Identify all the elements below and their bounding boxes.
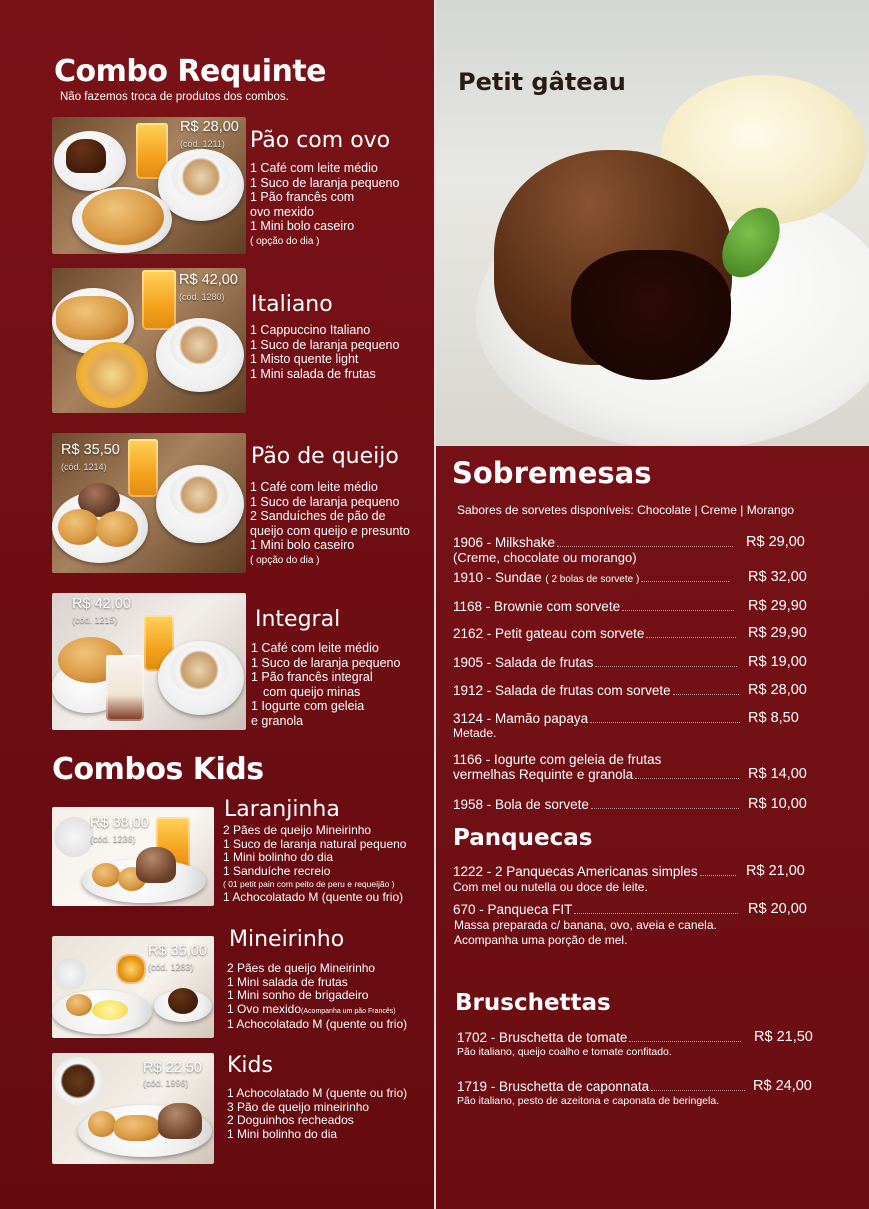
combo-item: 1 Mini bolo caseiro — [250, 538, 355, 553]
combo-item: 1 Mini bolo caseiro — [250, 219, 355, 234]
exchange-note: Não fazemos troca de produtos dos combos. — [60, 91, 289, 103]
combos-kids-title: Combos Kids — [52, 752, 264, 787]
combo-price: R$ 28,00 — [180, 119, 239, 135]
menu-item: 1905 - Salada de frutas — [453, 655, 739, 670]
petit-gateau-photo — [436, 0, 869, 446]
kids-item: 1 Achocolatado M (quente ou frio) — [223, 890, 404, 904]
combo-item: queijo com queijo e presunto — [250, 523, 410, 538]
ice-cream-flavors: Sabores de sorvetes disponíveis: Chocolate | Creme | Morango — [457, 503, 795, 517]
combo-price: R$ 42,00 — [72, 596, 131, 612]
combo-code: (cód. 1215) — [72, 615, 118, 625]
kids-items — [223, 824, 406, 905]
menu-item: 1702 - Bruschetta de tomate — [457, 1030, 743, 1045]
menu-item: 2162 - Petit gateau com sorvete — [453, 626, 738, 641]
kids-price: R$ 22,50 — [143, 1060, 202, 1076]
combo-items — [251, 641, 400, 729]
combo-name: Italiano — [251, 292, 333, 317]
kids-name: Mineirinho — [229, 927, 345, 952]
kids-name: Laranjinha — [224, 797, 340, 822]
kids-item-egg — [227, 1003, 407, 1019]
kids-item: 2 Doguinhos recheados — [227, 1113, 354, 1127]
combo-item: 1 Pão francês integral — [251, 670, 373, 685]
menu-item-desc: Com mel ou nutella ou doce de leite. — [453, 880, 648, 894]
kids-item: 1 Mini sonho de brigadeiro — [227, 988, 369, 1002]
menu-item-desc: Massa preparada c/ banana, ovo, aveia e canela. — [454, 918, 717, 932]
combo-code: (cód. 1214) — [61, 462, 107, 472]
combo-item: 1 Café com leite médio — [250, 480, 378, 494]
combo-price: R$ 35,50 — [61, 442, 120, 458]
menu-item: 1168 - Brownie com sorvete — [453, 599, 736, 614]
menu-item-desc: Pão italiano, queijo coalho e tomate confitado. — [457, 1046, 672, 1058]
kids-name: Kids — [227, 1053, 273, 1078]
kids-item: 1 Ovo mexido — [227, 1001, 302, 1016]
kids-code: (cód. 1283) — [148, 962, 194, 972]
menu-item: 1906 - Milkshake — [453, 535, 735, 550]
combo-item: 1 Café com leite médio — [251, 641, 379, 655]
menu-item-price: R$ 21,00 — [746, 863, 805, 879]
panquecas-title: Panquecas — [453, 825, 593, 851]
combo-item: 1 Suco de laranja pequeno — [250, 337, 400, 352]
combo-item: com queijo minas — [263, 684, 361, 699]
combo-item: 1 Suco de laranja pequeno — [250, 494, 400, 509]
menu-item: 670 - Panqueca FIT — [453, 902, 740, 917]
kids-price: R$ 38,00 — [90, 815, 149, 831]
menu-item-price: R$ 24,00 — [753, 1078, 812, 1094]
combo-item-note: ( opção do dia ) — [250, 235, 320, 247]
kids-item: 1 Mini bolinho do dia — [227, 1126, 338, 1141]
combo-item: 1 Cappuccino Italiano — [250, 323, 371, 337]
menu-item-desc: Pão italiano, pesto de azeitona e caponata de beringela. — [457, 1095, 720, 1107]
kids-item: 2 Pães de queijo Mineirinho — [227, 961, 376, 975]
kids-item: 3 Pão de queijo mineirinho — [227, 1099, 370, 1114]
kids-item-note: ( 01 petit pain com peito de peru e requeijão ) — [223, 879, 395, 889]
menu-item-price: R$ 14,00 — [748, 766, 807, 782]
kids-item: 1 Suco de laranja natural pequeno — [223, 836, 407, 851]
combo-items — [250, 480, 410, 569]
combo-photo-italiano — [52, 268, 246, 413]
kids-code: (cód. 1236) — [90, 834, 136, 844]
combo-name: Pão de queijo — [251, 444, 399, 469]
combo-code: (cód. 1211) — [180, 139, 225, 149]
combo-item-note: ( opção do dia ) — [250, 554, 320, 566]
sobremesas-title: Sobremesas — [452, 456, 652, 490]
menu-item-price: R$ 28,00 — [748, 682, 807, 698]
combo-photo-pao-com-ovo — [52, 117, 246, 254]
combo-name: Pão com ovo — [250, 128, 391, 153]
menu-item-price: R$ 8,50 — [748, 710, 799, 726]
combo-item: 1 Mini salada de frutas — [250, 366, 376, 381]
kids-item: 1 Mini salada de frutas — [227, 974, 348, 989]
menu-item-price: R$ 29,90 — [748, 625, 807, 641]
kids-items — [227, 1087, 407, 1141]
combo-item: 2 Sanduíches de pão de — [250, 509, 386, 524]
menu-item: 1912 - Salada de frutas com sorvete — [453, 683, 741, 698]
combo-item: ovo mexido — [250, 204, 314, 219]
kids-item-note: (Acompanha um pão Francês) — [301, 1007, 396, 1015]
combo-name: Integral — [255, 607, 341, 632]
menu-item-desc: Acompanha uma porção de mel. — [454, 933, 628, 947]
menu-item-price: R$ 29,90 — [748, 598, 807, 614]
combo-price: R$ 42,00 — [179, 272, 238, 288]
menu-item-price: R$ 19,00 — [748, 654, 807, 670]
combo-item: 1 Iogurte com geleia — [251, 699, 365, 714]
combo-items — [250, 161, 399, 250]
combo-item: 1 Suco de laranja pequeno — [251, 655, 401, 670]
menu-item-desc: (Creme, chocolate ou morango) — [453, 550, 637, 565]
menu-item-price: R$ 29,00 — [746, 534, 805, 550]
menu-item-price: R$ 32,00 — [748, 569, 807, 585]
menu-item-desc: Metade. — [453, 726, 497, 740]
menu-item: 1910 - Sundae ( 2 bolas de sorvete ) — [453, 570, 731, 585]
kids-item: 1 Achocolatado M (quente ou frio) — [227, 1017, 408, 1031]
combo-photo-integral — [52, 593, 246, 730]
combo-item: 1 Suco de laranja pequeno — [250, 175, 400, 190]
menu-item: 1166 - Iogurte com geleia de frutas — [453, 752, 662, 767]
menu-item-price: R$ 10,00 — [748, 796, 807, 812]
menu-item: 1222 - 2 Panquecas Americanas simples — [453, 864, 738, 879]
combo-item: 1 Café com leite médio — [250, 161, 378, 175]
kids-item: 1 Achocolatado M (quente ou frio) — [227, 1086, 408, 1100]
menu-item-price: R$ 20,00 — [748, 901, 807, 917]
kids-code: (cód. 1996) — [143, 1078, 189, 1088]
combo-code: (cód. 1280) — [179, 292, 225, 302]
kids-items — [227, 962, 407, 1032]
combo-item: 1 Pão francês com — [250, 190, 355, 205]
combo-item: 1 Misto quente light — [250, 352, 359, 367]
menu-item: 1719 - Bruschetta de caponnata — [457, 1079, 747, 1094]
combo-item: e granola — [251, 713, 304, 728]
kids-item: 1 Sanduíche recreio — [223, 863, 331, 878]
combo-items — [250, 323, 399, 381]
kids-item: 1 Mini bolinho do dia — [223, 850, 334, 864]
bruschettas-title: Bruschettas — [455, 990, 611, 1016]
menu-item-price: R$ 21,50 — [754, 1029, 813, 1045]
menu-item: 3124 - Mamão papaya — [453, 711, 742, 726]
petit-gateau-title: Petit gâteau — [458, 68, 626, 96]
kids-item: 2 Pães de queijo Mineirinho — [223, 823, 372, 837]
combo-requinte-title: Combo Requinte — [54, 54, 327, 89]
menu-item: 1958 - Bola de sorvete — [453, 797, 741, 812]
kids-price: R$ 35,00 — [148, 943, 207, 959]
menu-item: vermelhas Requinte e granola — [453, 767, 741, 782]
